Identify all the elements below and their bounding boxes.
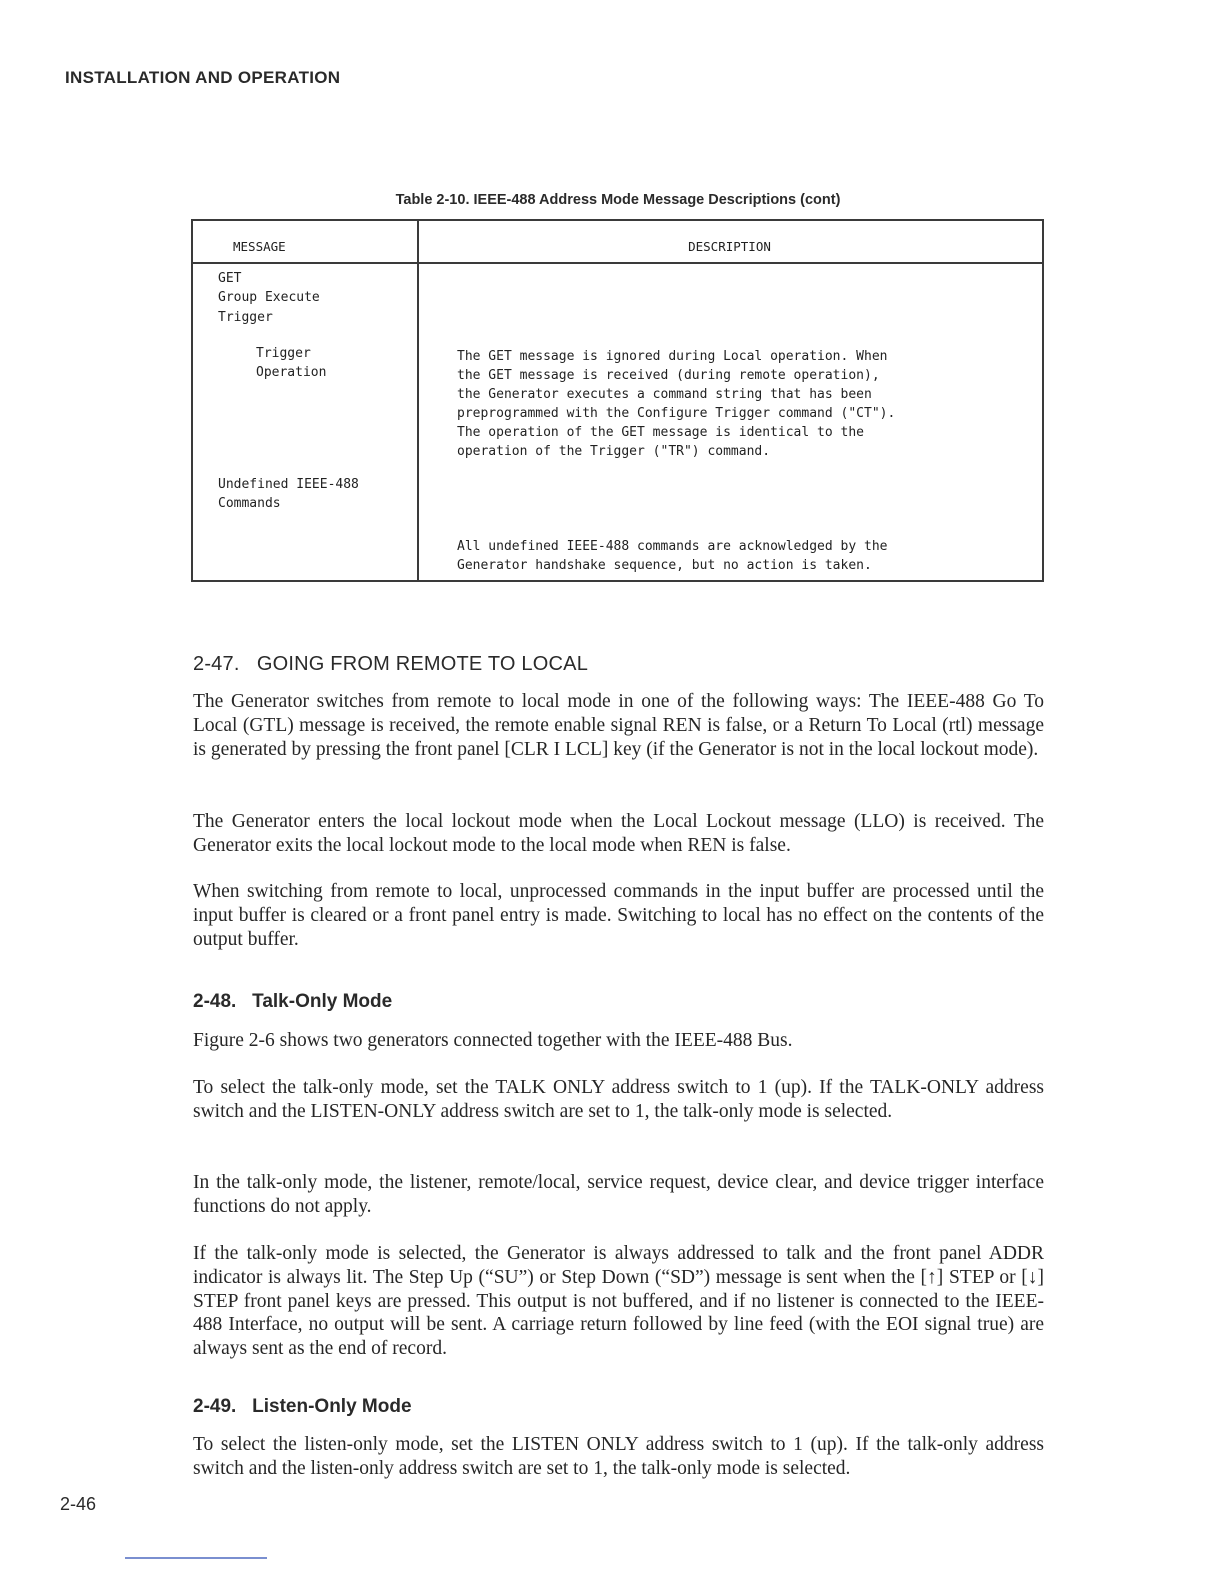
page-number: 2-46 xyxy=(60,1494,97,1514)
table-caption: Table 2-10. IEEE-488 Address Mode Message Descriptions (cont) xyxy=(395,192,841,208)
table-cell-sub-message: Trigger Operation xyxy=(256,346,327,381)
paragraph: To select the listen-only mode, set the LISTEN ONLY address switch to 1 (up). If the talk-only address switch and the listen-only address switch are set to 1, the talk-only mode is selected. xyxy=(193,1434,1044,1479)
section-title: 2-49. Listen-Only Mode xyxy=(193,1396,412,1417)
paragraph: In the talk-only mode, the listener, remote/local, service request, device clear, and device trigger interface functions do not apply. xyxy=(193,1172,1044,1217)
table-cell-message: Undefined IEEE-488 Commands xyxy=(218,477,359,512)
column-header-description: DESCRIPTION xyxy=(688,239,771,254)
message-description-table xyxy=(191,219,1044,582)
paragraph: The Generator switches from remote to local mode in one of the following ways: The IEEE-488 Go To Local (GTL) message is received, the remote enable signal REN is false, or a Return To Local (rtl) message is generated by pressing the front panel [CLR I LCL] key (if the Generator is not in the local lockout mode). xyxy=(193,691,1044,760)
paragraph: Figure 2-6 shows two generators connected together with the IEEE-488 Bus. xyxy=(193,1030,793,1051)
page-header: INSTALLATION AND OPERATION xyxy=(65,68,341,87)
column-header-message: MESSAGE xyxy=(233,239,286,254)
paragraph: If the talk-only mode is selected, the Generator is always addressed to talk and the front panel ADDR indicator is always lit. The Step Up (“SU”) or Step Down (“SD”) message is sent when the [↑] STEP or [↓] STEP front panel keys are pressed. This output is not buffered, and if no listener is connected to the IEEE-488 Interface, no output will be sent. A carriage return followed by line feed (with the EOI signal true) are always sent as the end of record. xyxy=(193,1243,1044,1360)
table-cell-description: All undefined IEEE-488 commands are acknowledged by the Generator handshake sequence, but no action is taken. xyxy=(457,539,888,574)
section-title: 2-48. Talk-Only Mode xyxy=(193,991,393,1012)
header-rule xyxy=(193,262,1042,264)
table-cell-message: GET Group Execute Trigger xyxy=(218,271,320,325)
section-title: 2-47. GOING FROM REMOTE TO LOCAL xyxy=(193,653,589,675)
footer-rule xyxy=(125,1557,267,1559)
paragraph: To select the talk-only mode, set the TALK ONLY address switch to 1 (up). If the TALK-ONLY address switch and the LISTEN-ONLY address switch are set to 1, the talk-only mode is selected. xyxy=(193,1077,1044,1122)
column-divider xyxy=(417,221,419,580)
table-cell-description: The GET message is ignored during Local operation. When the GET message is received (during remote operation), the Generator executes a command string that has been preprogrammed with the Configure Trigger command ("CT"). The operation of the GET message is identical to the operation of the Trigger ("TR") command. xyxy=(457,349,896,459)
paragraph: When switching from remote to local, unprocessed commands in the input buffer are processed until the input buffer is cleared or a front panel entry is made. Switching to local has no effect on the contents of the output buffer. xyxy=(193,881,1044,950)
paragraph: The Generator enters the local lockout mode when the Local Lockout message (LLO) is received. The Generator exits the local lockout mode to the local mode when REN is false. xyxy=(193,811,1044,856)
